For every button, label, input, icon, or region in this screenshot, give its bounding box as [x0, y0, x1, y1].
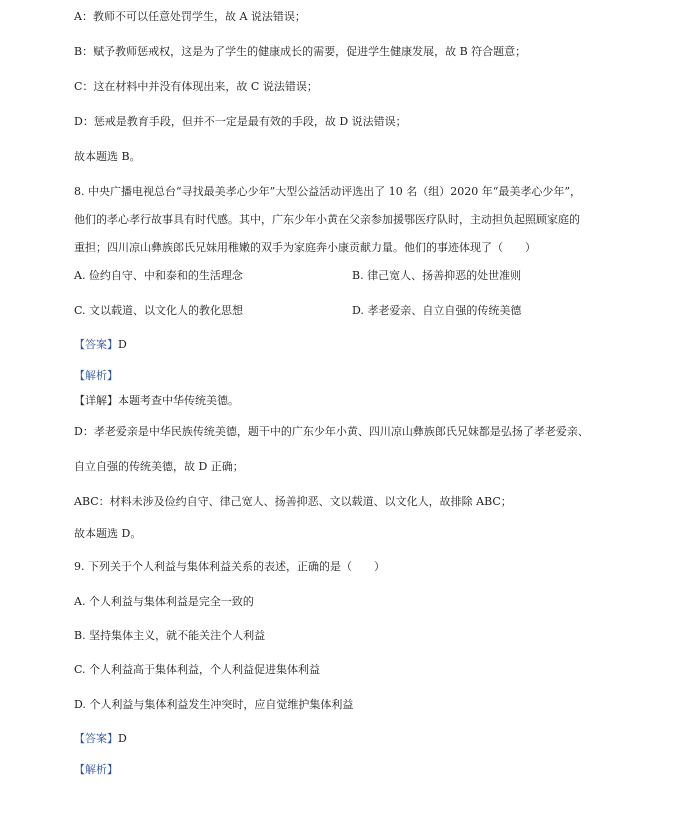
explanation-line-b: B：赋予教师惩戒权，这是为了学生的健康成长的需要，促进学生健康发展，故 B 符合题意； — [74, 45, 527, 58]
answer-tag: 【答案】 — [74, 338, 118, 351]
answer-value: D — [118, 338, 127, 351]
question-8-analysis-tag — [74, 368, 118, 384]
question-8-answer — [74, 337, 127, 353]
detail-tag: 【详解】 — [74, 394, 118, 407]
question-9-stem: 9. 下列关于个人利益与集体利益关系的表述，正确的是（ ） — [74, 560, 385, 573]
answer-tag: 【答案】 — [74, 732, 118, 745]
question-9-answer — [74, 731, 127, 747]
question-8-option-d: D. 孝老爱亲、自立自强的传统美德 — [352, 304, 522, 317]
question-9-option-d: D. 个人利益与集体利益发生冲突时，应自觉维护集体利益 — [74, 698, 354, 711]
question-9-option-b: B. 坚持集体主义，就不能关注个人利益 — [74, 629, 266, 642]
question-8-stem-line-1: 8. 中央广播电视总台“寻找最美孝心少年”大型公益活动评选出了 10 名（组）2020 年“最美孝心少年”， — [74, 185, 581, 198]
question-8-stem-line-2: 他们的孝心孝行故事具有时代感。其中，广东少年小黄在父亲参加援鄂医疗队时，主动担负起照顾家庭的 — [74, 213, 580, 226]
detail-text: 本题考查中华传统美德。 — [118, 394, 239, 407]
question-8-explanation-line-2: 自立自强的传统美德，故 D 正确； — [74, 460, 244, 473]
question-8-option-c: C. 文以载道、以文化人的教化思想 — [74, 304, 244, 317]
explanation-line-d: D：惩戒是教育手段，但并不一定是最有效的手段，故 D 说法错误； — [74, 115, 407, 128]
question-9-option-a: A. 个人利益与集体利益是完全一致的 — [74, 595, 254, 608]
question-8-explanation-line-3: ABC：材料未涉及俭约自守、律己宽人、扬善抑恶、文以载道、以文化人，故排除 ABC； — [74, 495, 512, 508]
conclusion-line: 故本题选 B。 — [74, 150, 141, 163]
question-9-analysis-tag — [74, 762, 118, 778]
analysis-tag: 【解析】 — [74, 369, 118, 382]
explanation-line-a: A：教师不可以任意处罚学生，故 A 说法错误； — [74, 10, 306, 23]
question-8-conclusion: 故本题选 D。 — [74, 527, 142, 540]
question-8-option-a: A. 俭约自守、中和泰和的生活理念 — [74, 269, 243, 282]
question-9-option-c: C. 个人利益高于集体利益，个人利益促进集体利益 — [74, 663, 321, 676]
analysis-tag: 【解析】 — [74, 763, 118, 776]
question-8-detail — [74, 393, 239, 409]
question-8-option-b: B. 律己宽人、扬善抑恶的处世准则 — [352, 269, 522, 282]
question-8-explanation-line-1: D：孝老爱亲是中华民族传统美德，题干中的广东少年小黄、四川凉山彝族郎氏兄妹都是弘扬了孝老爱亲、 — [74, 425, 589, 438]
answer-value: D — [118, 732, 127, 745]
question-8-stem-line-3: 重担；四川凉山彝族郎氏兄妹用稚嫩的双手为家庭奔小康贡献力量。他们的事迹体现了（ ） — [74, 241, 536, 254]
explanation-line-c: C：这在材料中并没有体现出来，故 C 说法错误； — [74, 80, 318, 93]
